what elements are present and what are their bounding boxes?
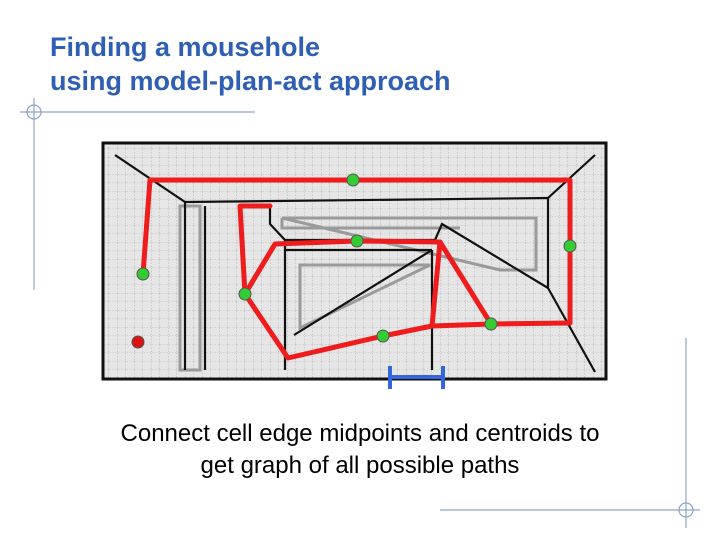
node-top-midpoint [347, 174, 359, 186]
title-line-1: Finding a mousehole [50, 32, 321, 62]
title-line-2: using model-plan-act approach [50, 66, 451, 96]
start-node [132, 336, 144, 348]
node-lower-right-midpoint [485, 318, 497, 330]
node-right-midpoint [564, 240, 576, 252]
mousehole-diagram [100, 140, 610, 400]
node-left-centroid [239, 288, 251, 300]
node-left-midpoint [137, 268, 149, 280]
node-upper-midpoint [351, 235, 363, 247]
caption-line-2: get graph of all possible paths [200, 452, 520, 479]
caption-line-1: Connect cell edge midpoints and centroids to [120, 420, 600, 447]
slide-caption [40, 418, 680, 482]
node-lower-midpoint [377, 330, 389, 342]
